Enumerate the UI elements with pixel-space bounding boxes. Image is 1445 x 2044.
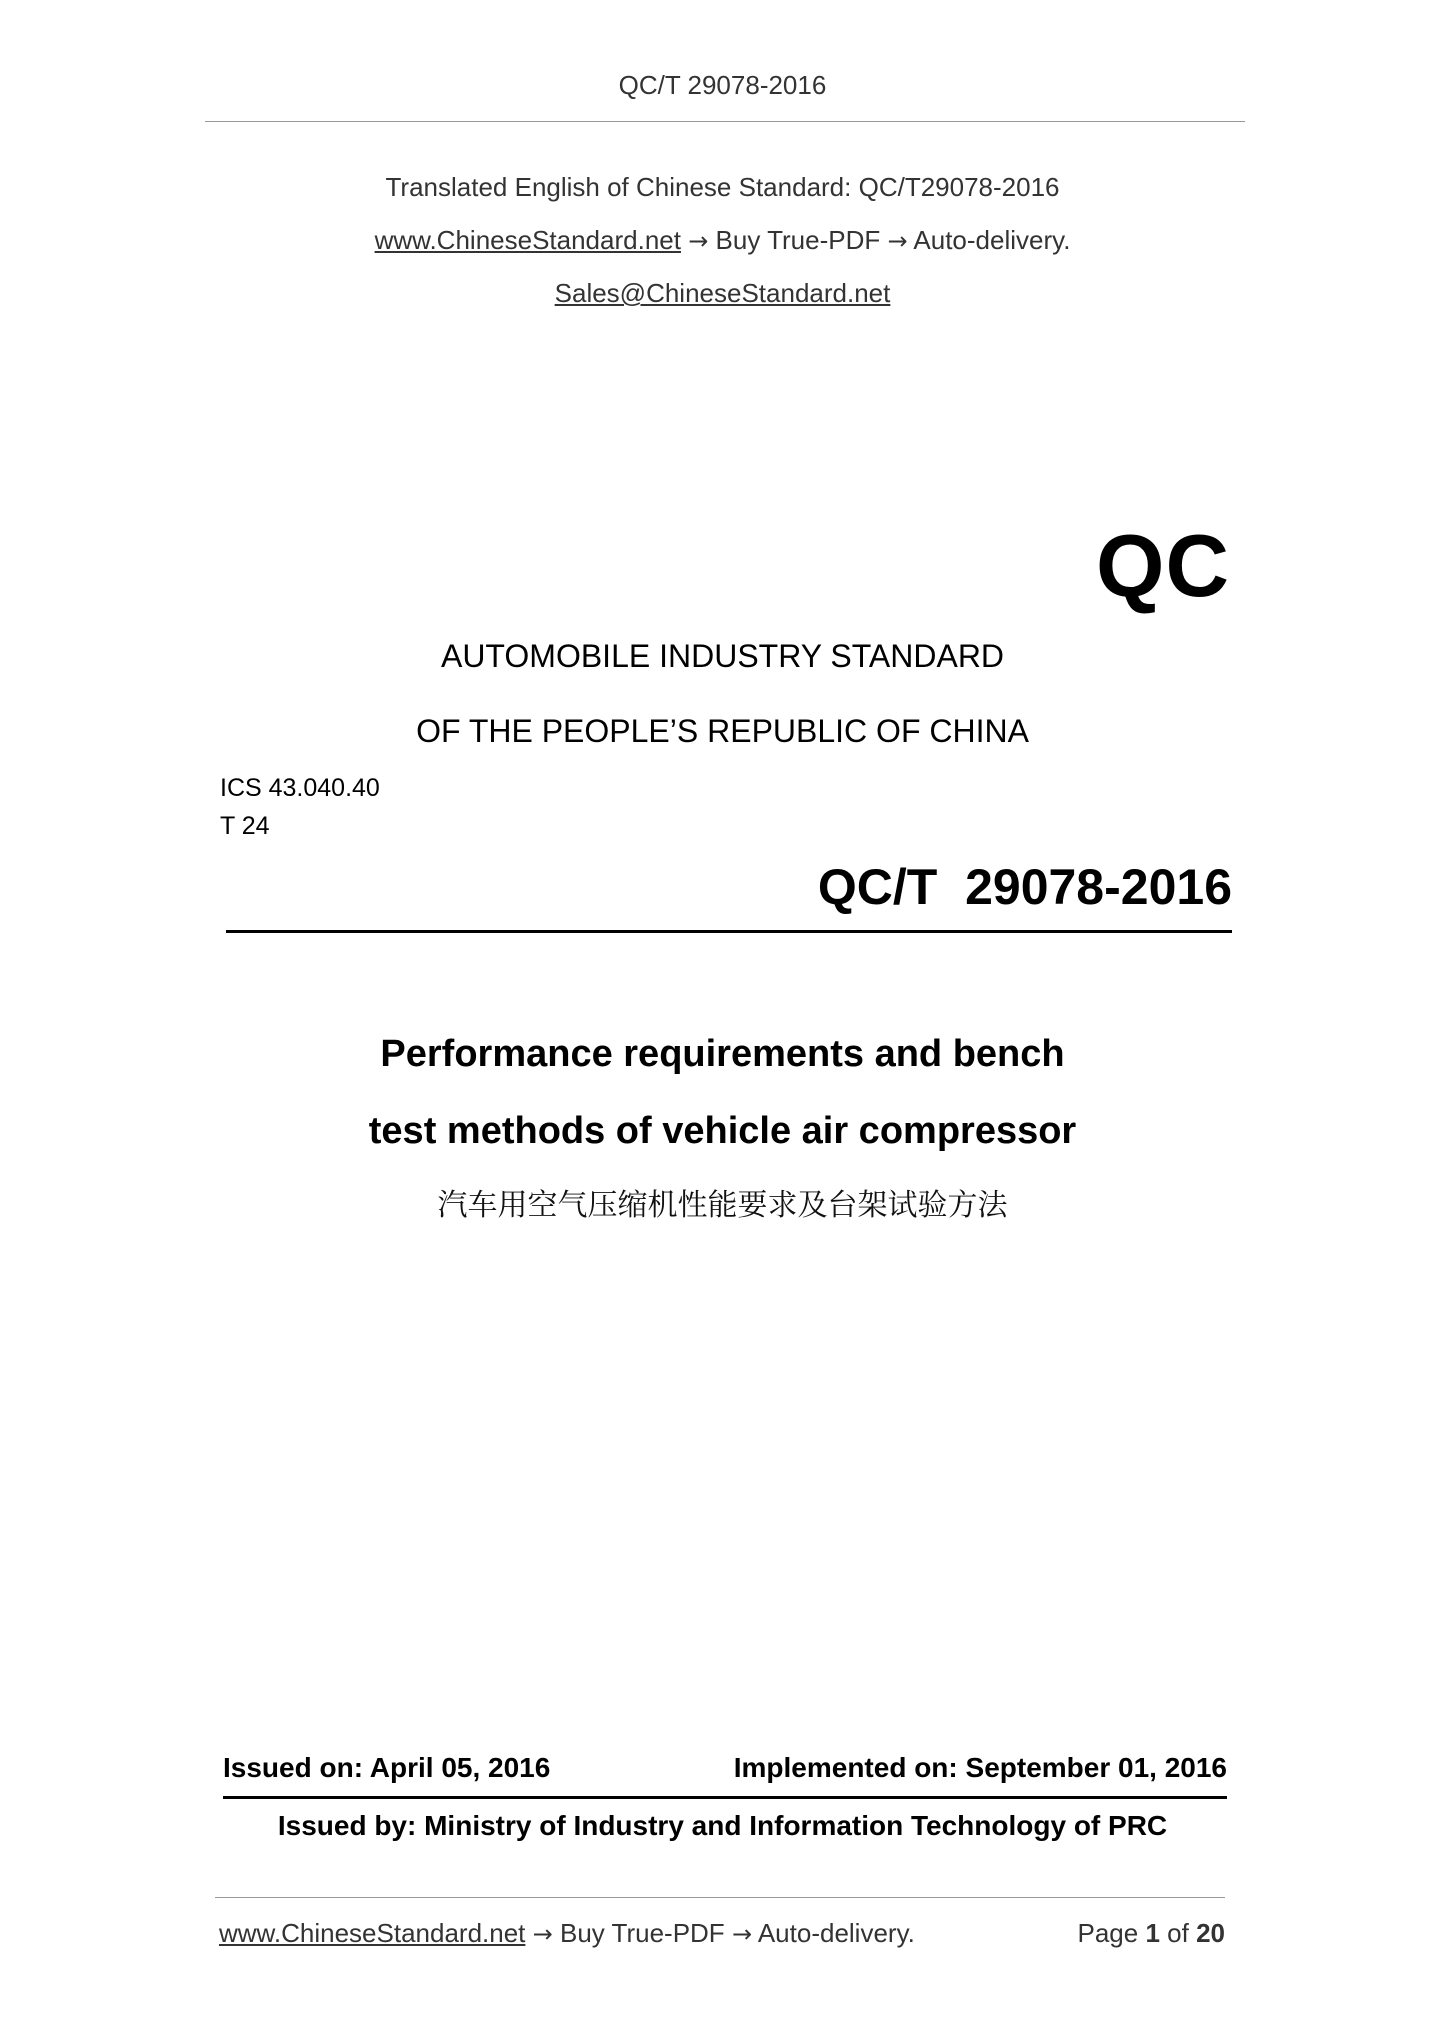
standard-type-line2: OF THE PEOPLE’S REPUBLIC OF CHINA xyxy=(416,713,1029,749)
header-divider xyxy=(205,121,1245,122)
buy-text: Buy True-PDF xyxy=(715,225,881,255)
page-label: Page xyxy=(1077,1918,1139,1948)
standard-code-mark: QC xyxy=(1096,516,1230,615)
footer-divider xyxy=(215,1897,1225,1898)
page-total: 20 xyxy=(1196,1918,1225,1948)
sales-email-link[interactable]: Sales@ChineseStandard.net xyxy=(554,278,891,308)
title-divider xyxy=(226,930,1232,933)
page-indicator xyxy=(1077,1918,1225,1949)
implemented-on-date: Implemented on: September 01, 2016 xyxy=(733,1752,1227,1783)
title-line2: test methods of vehicle air compressor xyxy=(368,1110,1077,1152)
sales-line xyxy=(0,278,1445,309)
delivery-text: Auto-delivery. xyxy=(913,225,1071,255)
standard-number: QC/T 29078-2016 xyxy=(817,859,1232,915)
footer-site-link[interactable]: www.ChineseStandard.net xyxy=(219,1918,526,1948)
t-code: T 24 xyxy=(220,812,270,840)
buy-line xyxy=(0,225,1445,256)
ics-code: ICS 43.040.40 xyxy=(220,774,380,802)
title-line1: Performance requirements and bench xyxy=(380,1033,1065,1075)
footer-buy-line xyxy=(219,1918,915,1949)
issued-by: Issued by: Ministry of Industry and Information Technology of PRC xyxy=(277,1810,1168,1841)
title-chinese: 汽车用空气压缩机性能要求及台架试验方法 xyxy=(437,1188,1008,1223)
arrow-right-icon: → xyxy=(688,227,709,255)
arrow-right-icon: → xyxy=(887,227,908,255)
running-head: QC/T 29078-2016 xyxy=(618,70,827,100)
issue-divider xyxy=(223,1796,1227,1799)
site-link[interactable]: www.ChineseStandard.net xyxy=(374,225,681,255)
standard-type-line1: AUTOMOBILE INDUSTRY STANDARD xyxy=(440,638,1005,674)
footer-delivery-text: Auto-delivery. xyxy=(757,1918,915,1948)
arrow-right-icon: → xyxy=(532,1920,553,1948)
footer-buy-text: Buy True-PDF xyxy=(559,1918,725,1948)
issued-on-date: Issued on: April 05, 2016 xyxy=(223,1752,551,1783)
page-of: of xyxy=(1167,1918,1189,1948)
translation-notice: Translated English of Chinese Standard: QC/T29078-2016 xyxy=(385,172,1060,202)
arrow-right-icon: → xyxy=(731,1920,753,1948)
page-current: 1 xyxy=(1145,1918,1160,1948)
